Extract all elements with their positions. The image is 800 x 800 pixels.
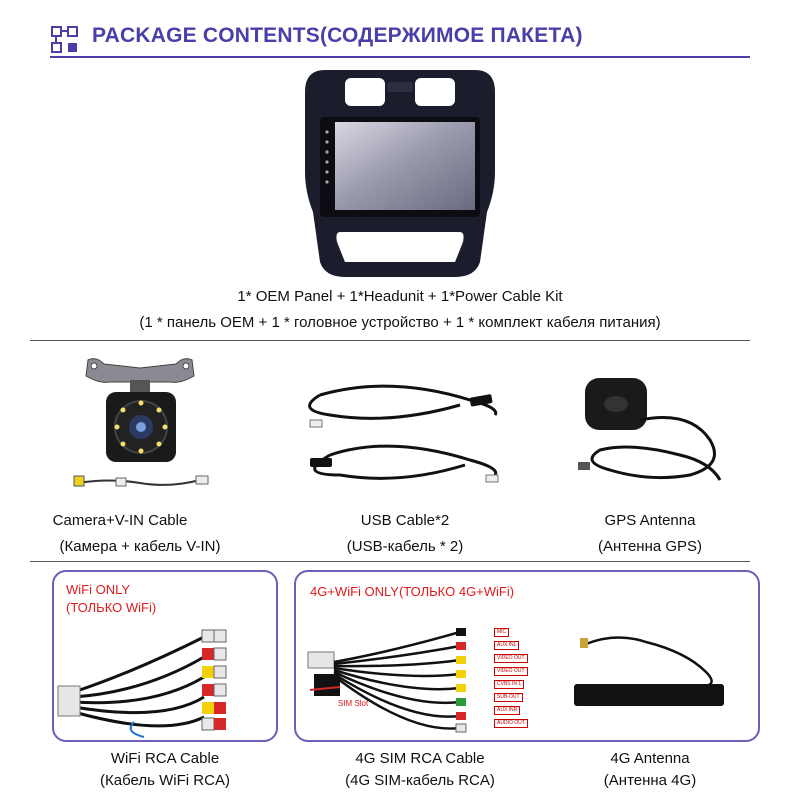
tag-video-out-1: VIDEO OUT bbox=[494, 654, 528, 663]
wifi-rca-caption-en: WiFi RCA Cable bbox=[110, 750, 220, 767]
main-kit-caption-ru: (1 * панель OEM + 1 * головное устройство + 1 * комплект кабеля питания) bbox=[139, 314, 661, 331]
usb-caption-en: USB Cable*2 bbox=[360, 512, 450, 529]
4g-wifi-frame bbox=[294, 570, 760, 742]
tag-mic: MIC bbox=[494, 628, 509, 637]
wifi-only-frame bbox=[52, 570, 278, 742]
4g-wifi-only-label: 4G+WiFi ONLY(ТОЛЬКО 4G+WiFi) bbox=[310, 584, 515, 599]
usb-caption-ru: (USB-кабель * 2) bbox=[346, 538, 464, 555]
wifi-rca-cable-image bbox=[54, 612, 276, 740]
tag-video-out-2: VIDEO OUT bbox=[494, 667, 528, 676]
wifi-only-label-ru: (ТОЛЬКО WiFi) bbox=[66, 600, 157, 615]
gps-caption-ru: (Антенна GPS) bbox=[597, 538, 703, 555]
tag-aux-inr: AUX INR bbox=[494, 706, 520, 715]
page-title: PACKAGE CONTENTS(СОДЕРЖИМОЕ ПАКЕТА) bbox=[92, 24, 583, 47]
tag-sub-out: SUB-OUT bbox=[494, 693, 523, 702]
camera-image bbox=[70, 348, 240, 498]
4g-antenna-image bbox=[556, 622, 752, 722]
page-header bbox=[0, 0, 800, 70]
tag-cvbs-in: CVBS IN 1 bbox=[494, 680, 524, 689]
4g-sim-caption-ru: (4G SIM-кабель RCA) bbox=[345, 772, 495, 789]
gps-caption-en: GPS Antenna bbox=[604, 512, 696, 529]
sim-slot-label: SIM Slot bbox=[338, 699, 369, 708]
header-underline bbox=[50, 56, 750, 58]
divider-1 bbox=[30, 340, 750, 341]
tag-audio-out: AUDIO OUT bbox=[494, 719, 528, 728]
4g-antenna-caption-en: 4G Antenna bbox=[610, 750, 690, 767]
oem-panel-image bbox=[295, 62, 505, 282]
wifi-rca-caption-ru: (Кабель WiFi RCA) bbox=[100, 772, 230, 789]
4g-sim-caption-en: 4G SIM RCA Cable bbox=[355, 750, 485, 767]
camera-caption-ru: (Камера + кабель V-IN) bbox=[59, 538, 221, 555]
grid-boxes-icon bbox=[50, 25, 82, 57]
divider-2 bbox=[30, 561, 750, 562]
camera-caption-en: Camera+V-IN Cable bbox=[52, 512, 188, 529]
wifi-only-label: WiFi ONLY bbox=[66, 582, 131, 597]
main-kit-caption-en: 1* OEM Panel + 1*Headunit + 1*Power Cable Kit bbox=[237, 288, 563, 305]
gps-antenna-image bbox=[570, 370, 740, 500]
rca-tags bbox=[494, 628, 536, 734]
tag-aux-inl: AUX INL bbox=[494, 641, 519, 650]
usb-cable-image bbox=[300, 380, 510, 490]
4g-antenna-caption-ru: (Антенна 4G) bbox=[603, 772, 697, 789]
